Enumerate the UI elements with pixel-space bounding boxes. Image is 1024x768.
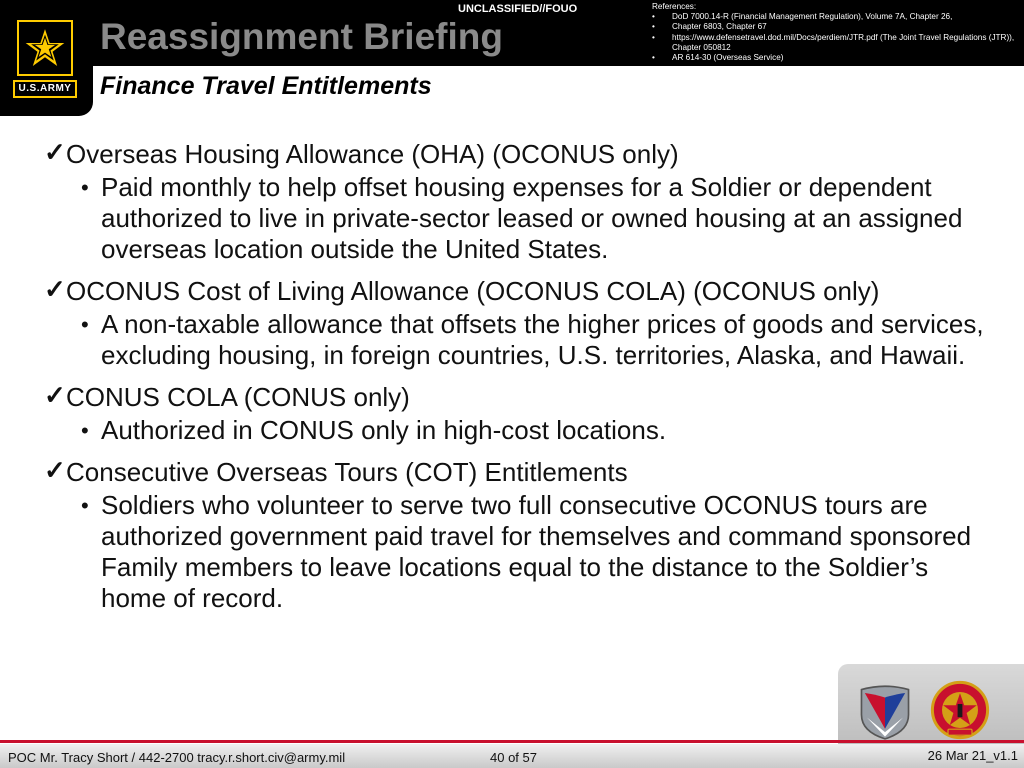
entitlements-list — [44, 138, 984, 624]
classification-banner: UNCLASSIFIED//FOUO — [458, 3, 578, 15]
entry-bullet — [44, 172, 984, 265]
reference-item: • https://www.defensetravel.dod.mil/Docs/perdiem/JTR.pdf (The Joint Travel Regulations (JTR)), Chapter 050812 — [652, 33, 1018, 53]
entry-heading-text: OCONUS Cost of Living Allowance (OCONUS COLA) (OCONUS only) — [66, 276, 880, 306]
list-item — [44, 275, 984, 371]
list-item — [44, 138, 984, 265]
entry-heading-text: CONUS COLA (CONUS only) — [66, 382, 410, 412]
entry-heading — [44, 138, 984, 170]
reference-item: • AR 614-30 (Overseas Service) — [652, 53, 1018, 63]
entry-heading-text: Consecutive Overseas Tours (COT) Entitlements — [66, 457, 628, 487]
reference-item: • DoD 7000.14-R (Financial Management Regulation), Volume 7A, Chapter 26, — [652, 12, 1018, 22]
page-number: 40 of 57 — [490, 750, 537, 765]
bullet-dot-icon: • — [81, 418, 89, 443]
footer-accent-line — [0, 740, 1024, 743]
entry-heading-text: Overseas Housing Allowance (OHA) (OCONUS only) — [66, 139, 679, 169]
entry-bullet — [44, 309, 984, 371]
checkmark-icon: ✓ — [44, 274, 66, 304]
entry-bullet-text: Authorized in CONUS only in high-cost locations. — [101, 415, 667, 445]
army-star-logo-icon — [17, 20, 73, 76]
entry-bullet — [44, 415, 984, 446]
support-crest-patch-icon — [930, 680, 990, 740]
entry-bullet — [44, 490, 984, 614]
entry-bullet-text: A non-taxable allowance that offsets the higher prices of goods and services, excluding housing, in foreign countries, U.S. territories, Alaska, and Hawaii. — [101, 309, 984, 370]
amc-shield-patch-icon — [857, 684, 913, 740]
bullet-dot-icon: • — [81, 175, 89, 200]
bullet-dot-icon: • — [81, 493, 89, 518]
checkmark-icon: ✓ — [44, 137, 66, 167]
footer-bar — [0, 744, 1024, 768]
checkmark-icon: ✓ — [44, 455, 66, 485]
entry-heading — [44, 381, 984, 413]
references-block — [652, 2, 1018, 63]
entry-bullet-text: Paid monthly to help offset housing expenses for a Soldier or dependent authorized to live in private-sector leased or owned housing at an assigned overseas location outside the United States. — [101, 172, 963, 264]
entry-heading — [44, 275, 984, 307]
entry-bullet-text: Soldiers who volunteer to serve two full consecutive OCONUS tours are authorized government paid travel for themselves and command sponsored Family members to leave locations equal to the distance to the Soldier’s home of record. — [101, 490, 972, 613]
entry-heading — [44, 456, 984, 488]
army-logo — [0, 0, 93, 116]
checkmark-icon: ✓ — [44, 380, 66, 410]
bullet-dot-icon: • — [81, 312, 89, 337]
page-title: Reassignment Briefing — [100, 16, 503, 57]
list-item — [44, 456, 984, 614]
references-label: References: — [652, 2, 697, 11]
army-logo-text: U.S.ARMY — [13, 80, 77, 98]
version-date: 26 Mar 21_v1.1 — [927, 748, 1018, 763]
list-item — [44, 381, 984, 446]
poc-contact: POC Mr. Tracy Short / 442-2700 tracy.r.short.civ@army.mil — [8, 750, 346, 765]
reference-item: • Chapter 6803, Chapter 67 — [652, 22, 1018, 32]
page-subtitle: Finance Travel Entitlements — [100, 72, 432, 100]
references-list — [652, 12, 1018, 63]
